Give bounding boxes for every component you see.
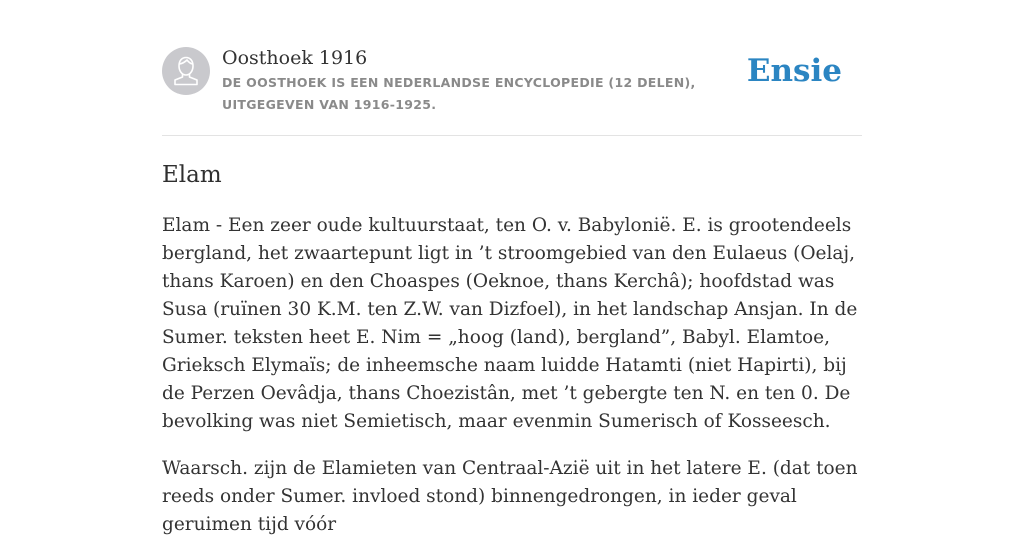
- article-paragraph-1: Elam - Een zeer oude kultuurstaat, ten O. v. Babylonië. E. is grootendeels bergland, het zwaartepunt ligt in ’t stroomgebied van den Eulaeus (Oelaj, thans Karoen) en den Choaspes (Oeknoe, thans Kerchâ); hoofdstad was Susa (ruïnen 30 K.M. ten Z.W. van Dizfoel), in het landschap Ansjan. In de Sumer. teksten heet E. Nim = „hoog (land), bergland”, Babyl. Elamtoe, Grieksch Elymaïs; de inheemsche naam luidde Hatamti (niet Hapirti), bij de Perzen Oevâdja, thans Choezistân, met ’t gebergte ten N. en ten 0. De bevolking was niet Semietisch, maar evenmin Sumerisch of Kosseesch.: [162, 215, 858, 432]
- article-body: [162, 212, 872, 558]
- user-silhouette-icon: [162, 47, 210, 95]
- source-description: DE OOSTHOEK IS EEN NEDERLANDSE ENCYCLOPEDIE (12 DELEN), UITGEGEVEN VAN 1916-1925.: [222, 75, 696, 112]
- source-title[interactable]: Oosthoek 1916: [222, 47, 368, 69]
- article-paragraph-2: Waarsch. zijn de Elamieten van Centraal-Azië uit in het latere E. (dat toen reeds onder Sumer. invloed stond) binnengedrongen, in ieder geval geruimen tijd vóór: [162, 458, 858, 535]
- ensie-logo-link[interactable]: Ensie: [746, 53, 842, 89]
- avatar[interactable]: [162, 47, 210, 95]
- article-title: Elam: [162, 162, 222, 188]
- source-header: [162, 45, 862, 136]
